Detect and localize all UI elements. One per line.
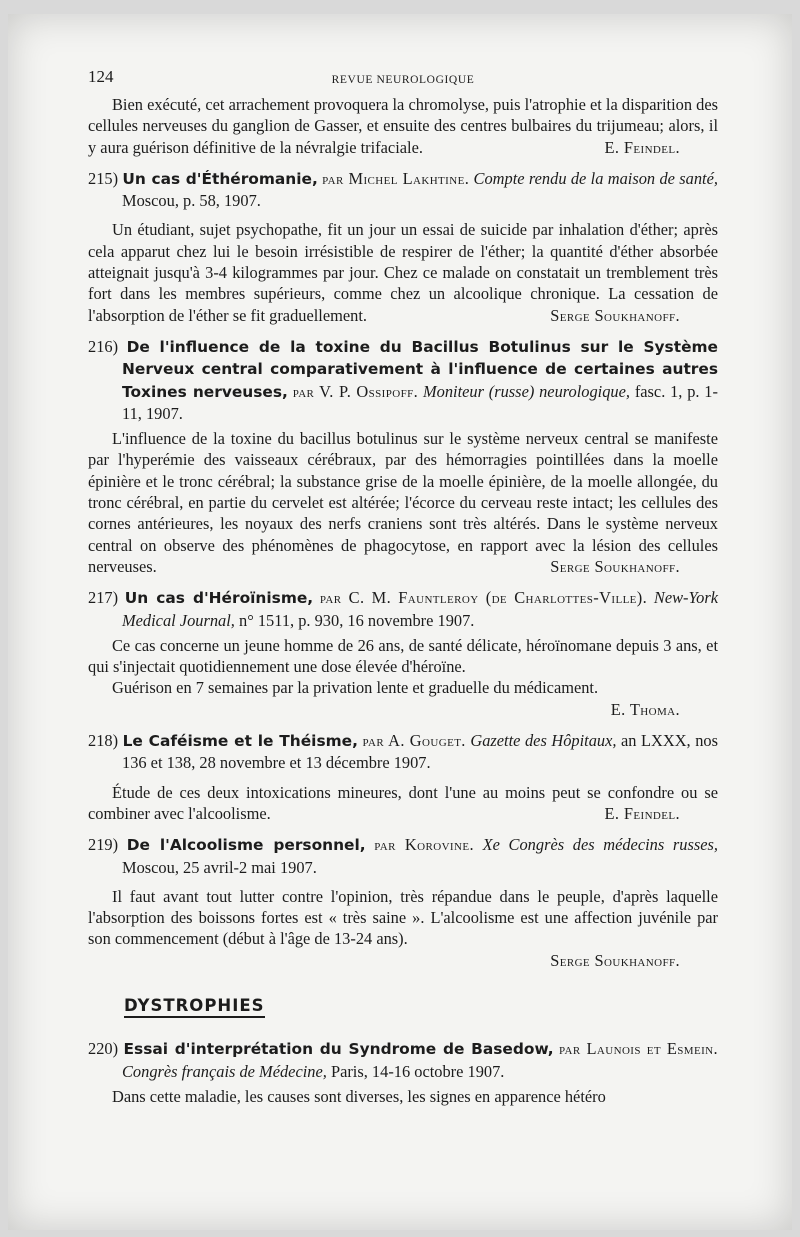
entry-source: Gazette des Hôpitaux, bbox=[470, 731, 617, 751]
entry-details: an LXXX, nos 136 et 138, 28 novembre et 13 décembre 1907. bbox=[122, 731, 718, 773]
entry-title: Essai d'interprétation du Syndrome de Basedow, bbox=[123, 1040, 554, 1059]
entry-signature: E. Thoma. bbox=[610, 699, 680, 719]
entry-source: Xe Congrès des médecins russes, bbox=[482, 835, 718, 855]
entry-byline: par Michel Lakhtine. bbox=[322, 168, 470, 188]
entry-byline: par A. Gouget. bbox=[362, 731, 466, 751]
entry-source: Congrès français de Médecine, bbox=[122, 1061, 327, 1081]
intro-paragraph bbox=[88, 94, 718, 158]
entry-body: Ce cas concerne un jeune homme de 26 ans, de santé délicate, héroïnomane depuis 3 ans, et qui s'injectait quotidiennement une dose élevée d'héroïne. bbox=[88, 635, 718, 677]
abstract-entry-218 bbox=[88, 730, 718, 824]
running-title: REVUE NEUROLOGIQUE bbox=[331, 74, 475, 86]
abstract-entry-216 bbox=[88, 336, 718, 577]
entry-body: Étude de ces deux intoxications mineures, dont l'une au moins peut se confondre ou se combiner avec l'alcoolisme. E. Feindel. bbox=[88, 782, 718, 823]
entry-title: De l'influence de la toxine du Bacillus Botulinus sur le Système Nerveux central comparativement à l'influence de certaines autres Toxines nerveuses, bbox=[122, 337, 718, 401]
entry-title: Un cas d'Héroïnisme, bbox=[124, 589, 314, 608]
entry-source: Compte rendu de la maison de santé, bbox=[473, 168, 718, 188]
intro-signature: E. Feindel. bbox=[604, 137, 680, 157]
entry-number: 215) bbox=[88, 168, 119, 188]
page-header bbox=[88, 66, 718, 88]
entry-details: Moscou, p. 58, 1907. bbox=[122, 191, 261, 211]
page-text bbox=[88, 66, 718, 1107]
entry-byline: par Launois et Esmein. bbox=[559, 1039, 718, 1059]
entry-details: fasc. 1, p. 1-11, 1907. bbox=[122, 381, 718, 423]
entry-details: Paris, 14-16 octobre 1907. bbox=[330, 1061, 505, 1081]
entry-source: Moniteur (russe) neurologique, bbox=[422, 381, 630, 401]
entry-body: Il faut avant tout lutter contre l'opinion, très répandue dans le peuple, d'après laquelle l'absorption des boissons fortes est « très saine ». L'alcoolisme est une affection juvénile par son commencement (début à l'âge de 13-24 ans). bbox=[88, 886, 718, 949]
abstract-entry-219 bbox=[88, 834, 718, 971]
abstract-entry-220 bbox=[88, 1038, 718, 1107]
entry-signature: Serge Soukhanoff. bbox=[550, 305, 680, 325]
abstract-entry-215 bbox=[88, 168, 718, 326]
entry-title: De l'Alcoolisme personnel, bbox=[126, 836, 366, 855]
intro-text: Bien exécuté, cet arrachement provoquera la chromolyse, puis l'atrophie et la disparition des cellules nerveuses du ganglion de Gasser, et ensuite des centres bulbaires du trijumeau; alors, il y aura guérison définitive de la névralgie trifaciale. E. Feindel. bbox=[88, 95, 718, 157]
entry-details: Moscou, 25 avril-2 mai 1907. bbox=[122, 857, 317, 877]
entry-byline: par Korovine. bbox=[374, 835, 474, 855]
page-number: 124 bbox=[88, 67, 114, 86]
entry-number: 220) bbox=[88, 1039, 119, 1059]
entry-signature: Serge Soukhanoff. bbox=[550, 556, 680, 576]
entry-heading bbox=[88, 587, 718, 631]
entry-details: n° 1511, p. 930, 16 novembre 1907. bbox=[239, 610, 475, 630]
entry-title: Le Caféisme et le Théisme, bbox=[122, 732, 358, 751]
entry-heading bbox=[88, 730, 718, 774]
entry-body: Dans cette maladie, les causes sont diverses, les signes en apparence hétéro bbox=[112, 1086, 606, 1106]
entry-number: 217) bbox=[88, 588, 119, 608]
entry-signature: Serge Soukhanoff. bbox=[550, 950, 680, 970]
abstract-entry-217 bbox=[88, 587, 718, 720]
entry-heading bbox=[88, 834, 718, 878]
entry-body-2: Guérison en 7 semaines par la privation lente et graduelle du médicament. bbox=[112, 678, 599, 698]
entry-body: Un étudiant, sujet psychopathe, fit un jour un essai de suicide par inhalation d'éther; après cela apparut chez lui le besoin irrésistible de respirer de l'éther; la quantité d'éther absorbée atteignait jusqu'à 3-4 kilogrammes par jour. Chez ce malade on constatait un tremblement très fort dans les membres supérieurs, comme chez un alcoolique chronique. La cessation de l'absorption de l'éther se fit graduellement. Serge Soukhanoff. bbox=[88, 220, 718, 325]
entry-heading bbox=[88, 1038, 718, 1082]
page bbox=[8, 14, 792, 1230]
entry-heading bbox=[88, 336, 718, 424]
entry-signature: E. Feindel. bbox=[604, 803, 680, 823]
entry-byline: par C. M. Fauntleroy (de Charlottes-Ville). bbox=[319, 588, 648, 608]
entry-title: Un cas d'Éthéromanie, bbox=[122, 169, 318, 188]
section-heading bbox=[88, 995, 718, 1016]
entry-body: L'influence de la toxine du bacillus botulinus sur le système nerveux central se manifeste par l'hyperémie des vaisseaux cérébraux, par des hémorragies pointillées dans la moelle épinière et le tronc cérébral; la substance grise de la moelle épinière, de la moelle allongée, du tronc cérébral, en partie du cervelet est altérée; l'écorce du cerveau reste intact; les cellules des cornes antérieures, les noyaux des nerfs craniens sont très altérés. Dans le système nerveux central on observe des phénomènes de phagocytose, en rapport avec la lésion des cellules nerveuses. Serge Soukhanoff. bbox=[88, 429, 718, 576]
entry-number: 216) bbox=[88, 336, 119, 356]
entry-heading bbox=[88, 168, 718, 212]
entry-number: 219) bbox=[88, 835, 119, 855]
entry-source: New-York Medical Journal, bbox=[122, 588, 718, 630]
entry-number: 218) bbox=[88, 731, 119, 751]
section-title: DYSTROPHIES bbox=[124, 996, 265, 1018]
entry-byline: par V. P. Ossipoff. bbox=[292, 381, 419, 401]
